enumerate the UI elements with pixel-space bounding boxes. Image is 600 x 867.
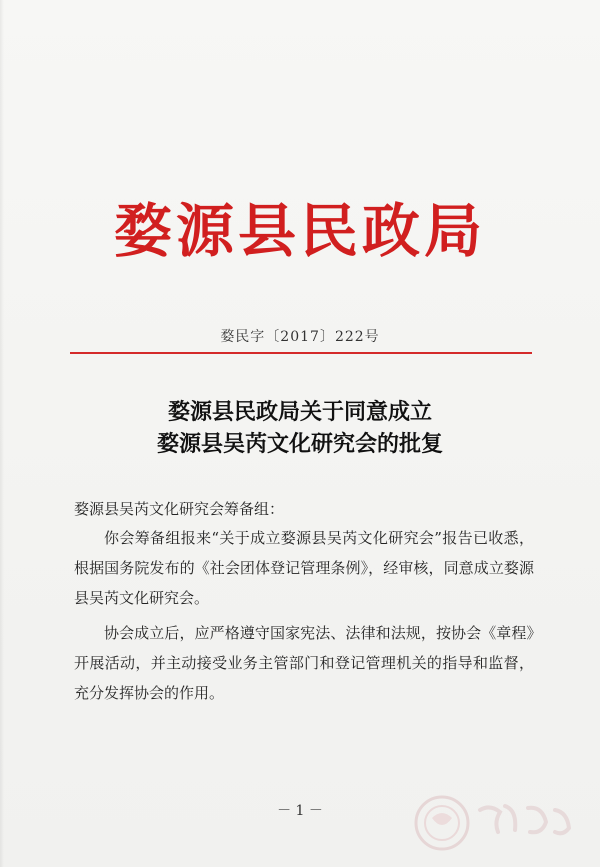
- document-number: 婺民字〔2017〕222号: [220, 329, 380, 345]
- issuer-masthead: 婺源县民政局: [113, 197, 486, 265]
- red-divider-line: [70, 352, 532, 354]
- page-number: － 1 －: [277, 803, 323, 819]
- document-title-line-1: 婺源县民政局关于同意成立: [167, 399, 432, 425]
- body-paragraph-2: 协会成立后，应严格遵守国家宪法、法律和法规，按协会《章程》开展活动，并主动接受业务主管部门和登记管理机关的指导和监督，充分发挥协会的作用。: [74, 624, 534, 702]
- watermark-logo-icon: [410, 788, 590, 858]
- salutation: 婺源县吴芮文化研究会筹备组：: [74, 500, 285, 518]
- document-title-line-2: 婺源县吴芮文化研究会的批复: [156, 431, 443, 457]
- body-paragraph-1: 你会筹备组报来“关于成立婺源县吴芮文化研究会”报告已收悉，根据国务院发布的《社会团体登记管理条例》，经审核，同意成立婺源县吴芮文化研究会。: [74, 529, 534, 607]
- watermark-logo: [410, 788, 590, 858]
- document-title: [0, 396, 600, 460]
